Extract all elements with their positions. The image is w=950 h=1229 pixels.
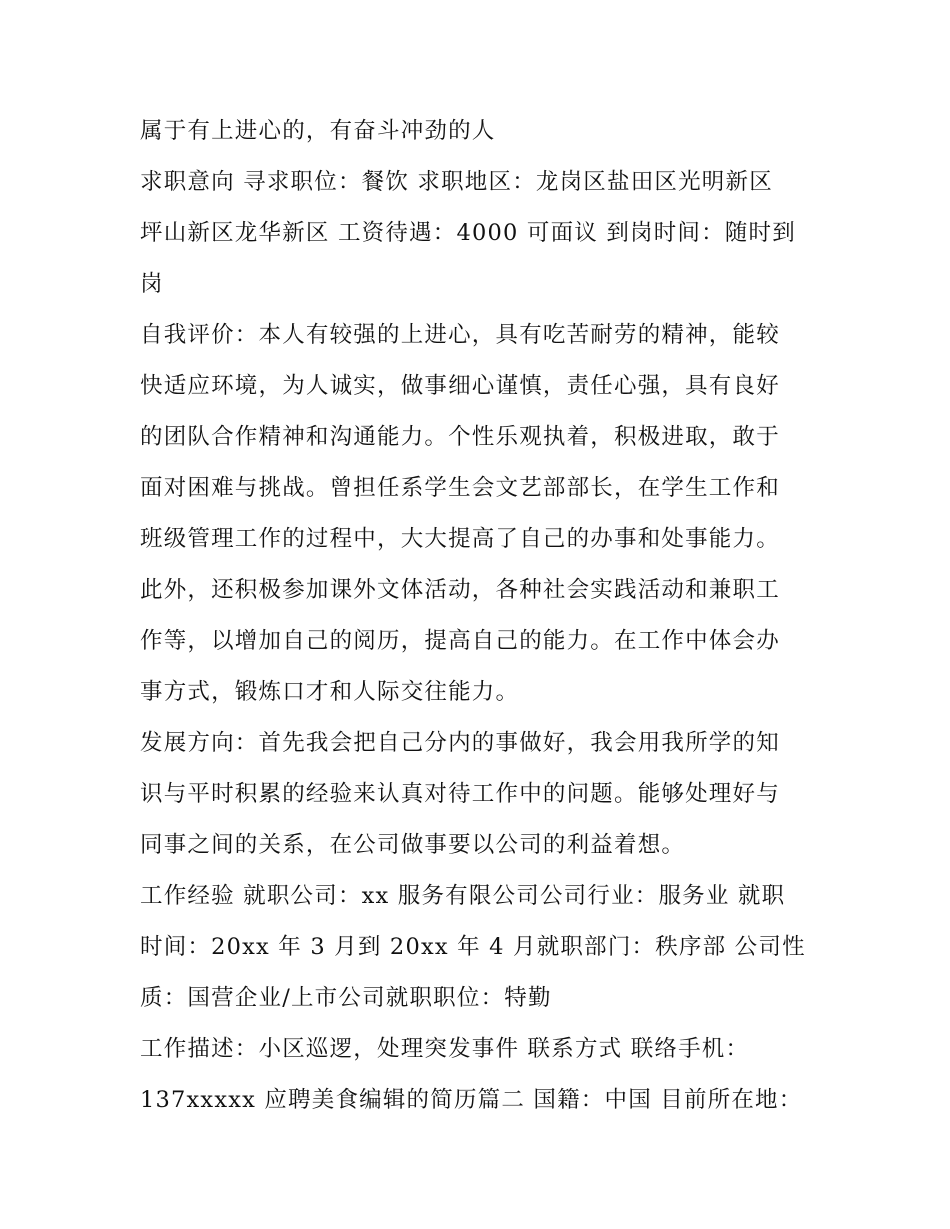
- text-line: 工作描述：小区巡逻，处理突发事件 联系方式 联络手机：: [140, 1036, 750, 1062]
- text-line: 此外，还积极参加课外文体活动，各种社会实践活动和兼职工: [140, 577, 780, 603]
- text-line: 面对困难与挑战。曾担任系学生会文艺部部长，在学生工作和: [140, 475, 780, 501]
- text-line: 工作经验 就职公司：xx 服务有限公司公司行业：服务业 就职: [140, 883, 786, 909]
- text-line: 属于有上进心的，有奋斗冲劲的人: [140, 118, 496, 144]
- text-line: 作等，以增加自己的阅历，提高自己的能力。在工作中体会办: [140, 628, 780, 654]
- text-line: 班级管理工作的过程中，大大提高了自己的办事和处事能力。: [140, 526, 780, 552]
- text-line: 自我评价：本人有较强的上进心，具有吃苦耐劳的精神，能较: [140, 322, 780, 348]
- text-line: 坪山新区龙华新区 工资待遇：4000 可面议 到岗时间：随时到: [140, 220, 796, 246]
- document-body: [140, 106, 830, 1126]
- text-line: 识与平时积累的经验来认真对待工作中的问题。能够处理好与: [140, 781, 780, 807]
- text-line: 发展方向：首先我会把自己分内的事做好，我会用我所学的知: [140, 730, 780, 756]
- text-line: 同事之间的关系，在公司做事要以公司的利益着想。: [140, 832, 686, 858]
- text-line: 137xxxxx 应聘美食编辑的简历篇二 国籍：中国 目前所在地：: [140, 1087, 803, 1113]
- text-line: 求职意向 寻求职位：餐饮 求职地区：龙岗区盐田区光明新区: [140, 169, 773, 195]
- text-line: 的团队合作精神和沟通能力。个性乐观执着，积极进取，敢于: [140, 424, 780, 450]
- text-line: 岗: [140, 271, 164, 297]
- text-line: 时间：20xx 年 3 月到 20xx 年 4 月就职部门：秩序部 公司性: [140, 934, 806, 960]
- text-line: 事方式，锻炼口才和人际交往能力。: [140, 679, 520, 705]
- text-line: 质：国营企业/上市公司就职职位：特勤: [140, 985, 552, 1011]
- text-line: 快适应环境，为人诚实，做事细心谨慎，责任心强，具有良好: [140, 373, 780, 399]
